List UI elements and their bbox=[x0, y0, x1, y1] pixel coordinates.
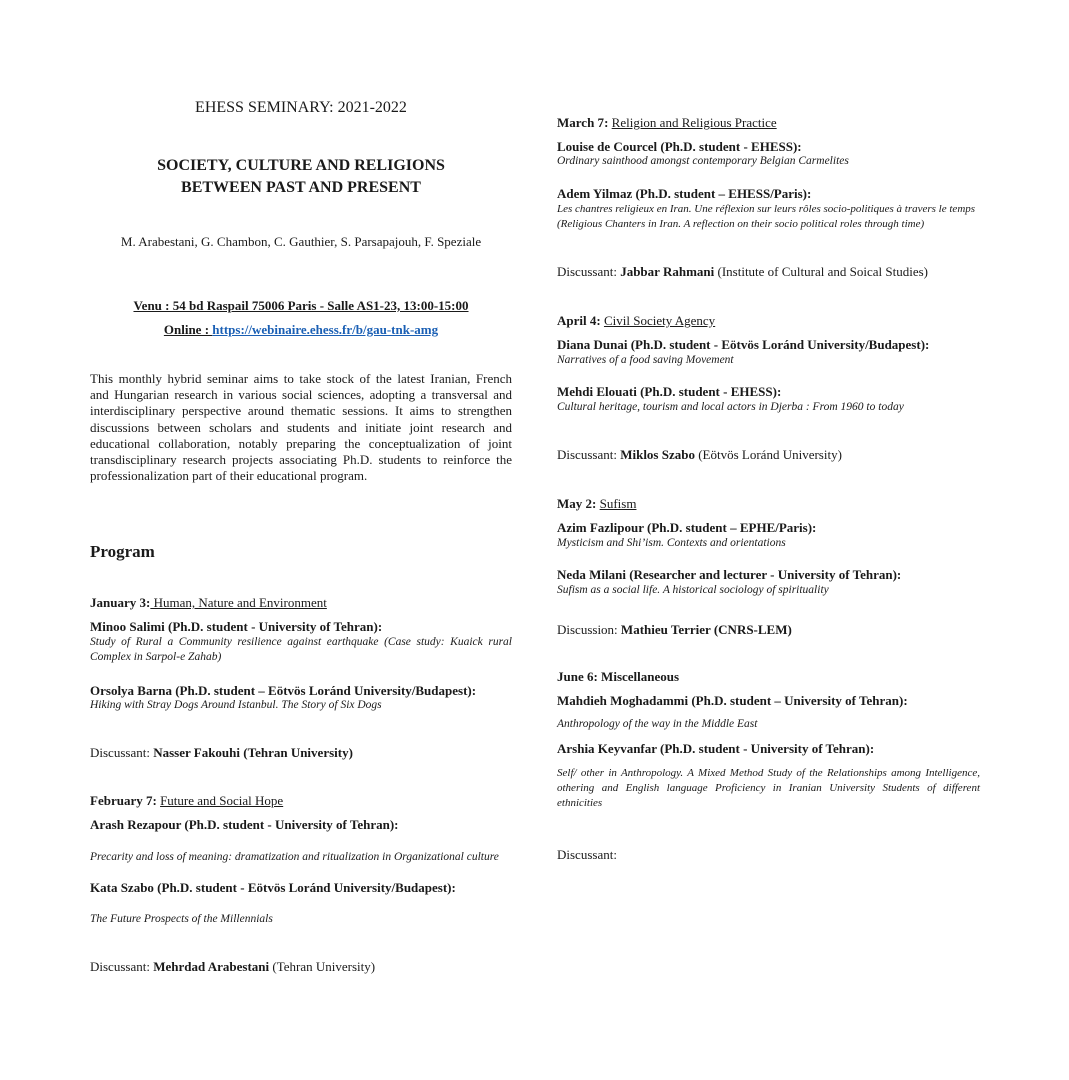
speaker-name: Minoo Salimi (Ph.D. student - University of Tehran): bbox=[90, 619, 383, 634]
session-date: May 2 bbox=[557, 496, 593, 511]
session-january-heading: January 3: Human, Nature and Environment bbox=[90, 595, 327, 610]
discussant: Discussant: Nasser Fakouhi (Tehran University) bbox=[90, 745, 353, 760]
discussant: Discussant: Jabbar Rahmani (Institute of Cultural and Soical Studies) bbox=[557, 264, 928, 279]
talk-title: Mysticism and Shi’ism. Contexts and orientations bbox=[557, 537, 786, 549]
session-march-heading: March 7: Religion and Religious Practice bbox=[557, 115, 777, 130]
session-theme: Religion and Religious Practice bbox=[611, 115, 777, 130]
organizers: M. Arabestani, G. Chambon, C. Gauthier, S. Parsapajouh, F. Speziale bbox=[120, 234, 482, 249]
intro-line: educational collaboration, notably preparing the conceptualization of joint bbox=[90, 435, 512, 451]
intro-line: interdisciplinary perspective around thematic sessions. It aims to strengthen bbox=[90, 403, 512, 419]
discussant-name: Nasser Fakouhi (Tehran University) bbox=[153, 745, 353, 760]
speaker-name: Orsolya Barna (Ph.D. student – Eötvös Loránd University/Budapest): bbox=[90, 683, 477, 698]
intro-paragraph bbox=[90, 371, 512, 484]
discussant: Discussant: Miklos Szabo (Eötvös Loránd University) bbox=[557, 447, 842, 462]
talk-title: Anthropology of the way in the Middle East bbox=[557, 718, 758, 730]
speaker-name: Louise de Courcel (Ph.D. student - EHESS): bbox=[557, 139, 802, 154]
talk-title: Narratives of a food saving Movement bbox=[557, 354, 734, 366]
session-june-heading: June 6: Miscellaneous bbox=[557, 669, 680, 684]
speaker-name: Mahdieh Moghadammi (Ph.D. student – University of Tehran): bbox=[557, 693, 908, 708]
program-heading: Program bbox=[90, 542, 155, 561]
discussant-affiliation: (Tehran University) bbox=[269, 959, 376, 974]
speaker-name: Adem Yilmaz (Ph.D. student – EHESS/Paris): bbox=[557, 186, 812, 201]
discussant: Discussant: bbox=[557, 847, 617, 862]
discussant-name: Mehrdad Arabestani bbox=[153, 959, 270, 974]
discussant-affiliation: (Institute of Cultural and Soical Studies) bbox=[714, 264, 928, 279]
talk-title: The Future Prospects of the Millennials bbox=[90, 913, 273, 925]
discussant-name: Miklos Szabo bbox=[620, 447, 695, 462]
online-line bbox=[90, 322, 512, 337]
intro-line: and Hungarian research in various social sciences, adopting a transversal and bbox=[90, 387, 512, 403]
talk-title: Cultural heritage, tourism and local actors in Djerba : From 1960 to today bbox=[557, 401, 904, 413]
online-label: Online : bbox=[163, 322, 213, 337]
intro-line: This monthly hybrid seminar aims to take stock of the latest Iranian, French bbox=[90, 371, 512, 386]
speaker-name: Kata Szabo (Ph.D. student - Eötvös Loránd University/Budapest): bbox=[90, 880, 456, 895]
speaker-name: Neda Milani (Researcher and lecturer - University of Tehran): bbox=[557, 567, 902, 582]
intro-line: transdisciplinary research projects associating Ph.D. students to reinforce the bbox=[90, 452, 512, 468]
session-theme: Civil Society Agency bbox=[603, 313, 716, 328]
session-may-heading: May 2: Sufism bbox=[557, 496, 637, 511]
speaker-name: Diana Dunai (Ph.D. student - Eötvös Loránd University/Budapest): bbox=[557, 337, 930, 352]
main-title bbox=[90, 155, 512, 199]
speaker-name: Arash Rezapour (Ph.D. student - University of Tehran): bbox=[90, 817, 399, 832]
talk-title: Hiking with Stray Dogs Around Istanbul. The Story of Six Dogs bbox=[90, 699, 382, 711]
talk-title: Precarity and loss of meaning: dramatization and ritualization in Organizational culture bbox=[90, 851, 499, 863]
session-february-heading: February 7: Future and Social Hope bbox=[90, 793, 284, 808]
talk-title: Sufism as a social life. A historical sociology of spirituality bbox=[557, 584, 829, 596]
talk-title: Ordinary sainthood amongst contemporary Belgian Carmelites bbox=[557, 155, 849, 167]
session-theme: Future and Social Hope bbox=[160, 793, 284, 808]
talk-title: Self/ other in Anthropology. A Mixed Method Study of the Relationships among Intelligence, othering and English language Proficiency in Iranian University Students of different ethnicities bbox=[557, 767, 980, 809]
speaker-name: Arshia Keyvanfar (Ph.D. student - University of Tehran): bbox=[557, 741, 875, 756]
webinar-link[interactable]: https://webinaire.ehess.fr/b/gau-tnk-amg bbox=[212, 322, 439, 337]
venue: Venu : 54 bd Raspail 75006 Paris - Salle AS1-23, 13:00-15:00 bbox=[133, 298, 469, 313]
session-date: April 4 bbox=[557, 313, 597, 328]
discussant-name: Jabbar Rahmani bbox=[620, 264, 715, 279]
session-date: March 7 bbox=[557, 115, 605, 130]
discussant-affiliation: (Eötvös Loránd University) bbox=[694, 447, 842, 462]
session-date: February 7 bbox=[90, 793, 153, 808]
speaker-name: Mehdi Elouati (Ph.D. student - EHESS): bbox=[557, 384, 782, 399]
talk-title: Study of Rural a Community resilience against earthquake (Case study: Kuaick rural Complex in Sarpol-e Zahab) bbox=[90, 636, 512, 663]
discussant: Discussion: Mathieu Terrier (CNRS-LEM) bbox=[557, 622, 792, 637]
main-title-line1: SOCIETY, CULTURE AND RELIGIONS bbox=[157, 157, 445, 174]
session-theme: Sufism bbox=[599, 496, 637, 511]
seminar-title: EHESS SEMINARY: 2021-2022 bbox=[195, 99, 407, 116]
intro-line: professionalization part of their educational program. bbox=[90, 468, 368, 484]
session-theme: Human, Nature and Environment bbox=[150, 595, 327, 610]
discussant-name: Mathieu Terrier (CNRS-LEM) bbox=[620, 622, 792, 637]
intro-line: discussions between scholars and students and initiate joint research and bbox=[90, 419, 512, 435]
discussant: Discussant: Mehrdad Arabestani (Tehran University) bbox=[90, 959, 376, 974]
session-date: January 3 bbox=[90, 595, 146, 610]
speaker-name: Azim Fazlipour (Ph.D. student – EPHE/Paris): bbox=[557, 520, 817, 535]
talk-title: Les chantres religieux en Iran. Une réflexion sur leurs rôles socio-politiques à travers le temps (Religious Chanters in Iran. A reflection on their socio political roles through time) bbox=[557, 203, 976, 230]
session-april-heading: April 4: Civil Society Agency bbox=[557, 313, 716, 328]
main-title-line2: BETWEEN PAST AND PRESENT bbox=[181, 179, 421, 196]
